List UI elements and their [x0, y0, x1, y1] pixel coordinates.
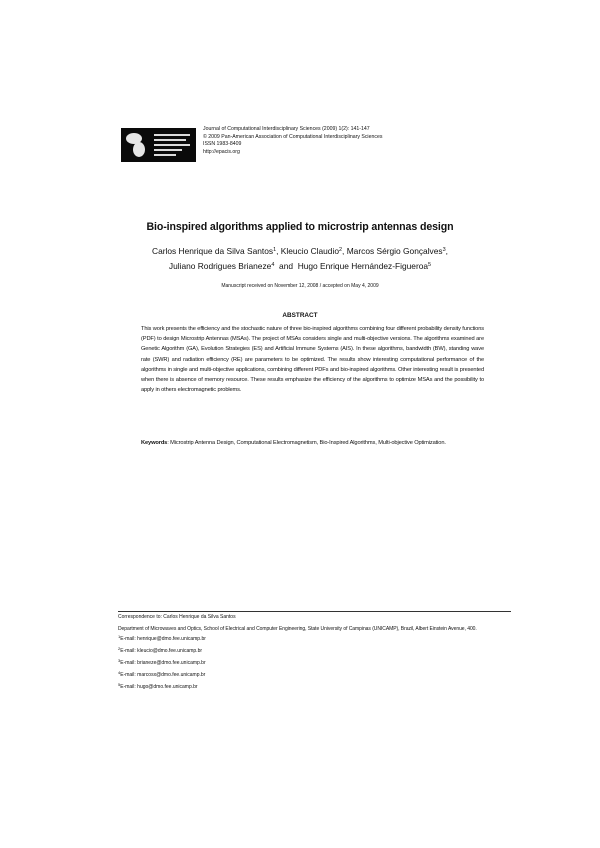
keywords-text: : Microstrip Antenna Design, Computational Electromagnetism, Bio-Inspired Algorithms, Multi-objective Optimization.	[167, 440, 446, 446]
abstract-heading: ABSTRACT	[282, 312, 318, 319]
keywords-label: Keywords	[141, 440, 168, 446]
logo-text-line	[154, 149, 182, 151]
author-name: Kleucio Claudio	[280, 246, 339, 256]
logo-text-line	[154, 144, 190, 146]
email-text[interactable]: E-mail: henrique@dmo.fee.unicamp.br	[120, 636, 206, 642]
journal-logo	[121, 128, 196, 162]
abstract-body: This work presents the efficiency and the stochastic nature of three bio-inspired algorithms combining four different probability density functions (PDF) to design Microstrip Antennas (MSAs). The project of MSAs considers single and multi-objective versions. The algorithms examined are Genetic Algorithm (GA), Evolution Strategies (ES) and Artificial Immune Systems (AIS). In these algorithms, bandwidth (BW), standing wave rate (SWR) and radiation efficiency (RE) are parameters to be optimized. The results show interesting computational performance of the algorithms in single and multi-objective applications, combining different PDFs and bio-inspired algorithms. Other interesting result is presented when there is absence of memory resource. These results emphasize the efficiency of the algorithms to optimize MSAs and the possibility to apply in others electromagnetic problems.	[141, 326, 484, 394]
logo-text-line	[154, 134, 190, 136]
email-text[interactable]: E-mail: marcosx@dmo.fee.unicamp.br	[120, 672, 206, 678]
email-item	[118, 645, 206, 657]
author-list: Carlos Henrique da Silva Santos$^1$, Kleucio Claudio$^2$, Marcos Sérgio Gonçalves$^3$, Juliano Rodrigues Brianeze$^4$ and Hugo Enrique Hernández-Figueroa$^5$	[152, 246, 448, 271]
email-item	[118, 633, 206, 645]
paper-title: Bio-inspired algorithms applied to microstrip antennas design	[146, 221, 454, 233]
author-name: Carlos Henrique da Silva Santos	[152, 246, 274, 256]
journal-copyright: © 2009 Pan-American Association of Computational Interdisciplinary Sciences	[203, 133, 383, 140]
journal-citation: Journal of Computational Interdisciplinary Sciences (2009) 1(2): 141-147	[203, 126, 370, 132]
author-mark: 1	[273, 247, 277, 253]
email-item	[118, 681, 206, 693]
correspondence-note: Correspondence to: Carlos Henrique da Silva Santos	[118, 614, 236, 620]
email-text[interactable]: E-mail: brianeze@dmo.fee.unicamp.br	[120, 660, 206, 666]
email-item	[118, 669, 206, 681]
affiliation-note: Department of Microwaves and Optics, School of Electrical and Computer Engineering, State University of Campinas (UNICAMP), Brazil, Albert Einstein Avenue, 400.	[118, 626, 477, 632]
logo-text-line	[154, 154, 176, 156]
email-text[interactable]: E-mail: hugo@dmo.fee.unicamp.br	[120, 684, 198, 690]
journal-url[interactable]: http://epacis.org	[203, 148, 240, 155]
author-conjunction: and	[279, 261, 294, 271]
logo-globe-lower	[133, 142, 145, 157]
author-mark: 3	[442, 247, 446, 253]
logo-text-line	[154, 139, 186, 141]
author-mark: 2	[338, 247, 343, 253]
email-mark: 5	[118, 682, 121, 687]
author-mark: 5	[428, 262, 432, 268]
email-mark: 3	[118, 658, 121, 663]
keywords	[141, 440, 501, 446]
email-mark: 2	[118, 646, 121, 651]
journal-info	[203, 126, 382, 156]
email-mark: 4	[118, 670, 121, 675]
email-list	[118, 633, 206, 693]
email-text[interactable]: E-mail: kleucio@dmo.fee.unicamp.br	[120, 648, 203, 654]
author-name: Hugo Enrique Hernández-Figueroa	[297, 261, 429, 271]
author-name: Juliano Rodrigues Brianeze	[168, 261, 272, 271]
footnote-divider	[118, 611, 511, 612]
email-mark: 1	[118, 634, 121, 639]
journal-issn: ISSN 1983-8409	[203, 141, 242, 148]
email-item	[118, 657, 206, 669]
author-mark: 4	[271, 262, 275, 268]
author-name: Marcos Sérgio Gonçalves	[346, 246, 443, 256]
manuscript-dates: Manuscript received on November 12, 2008 / accepted on May 4, 2009	[221, 283, 379, 289]
